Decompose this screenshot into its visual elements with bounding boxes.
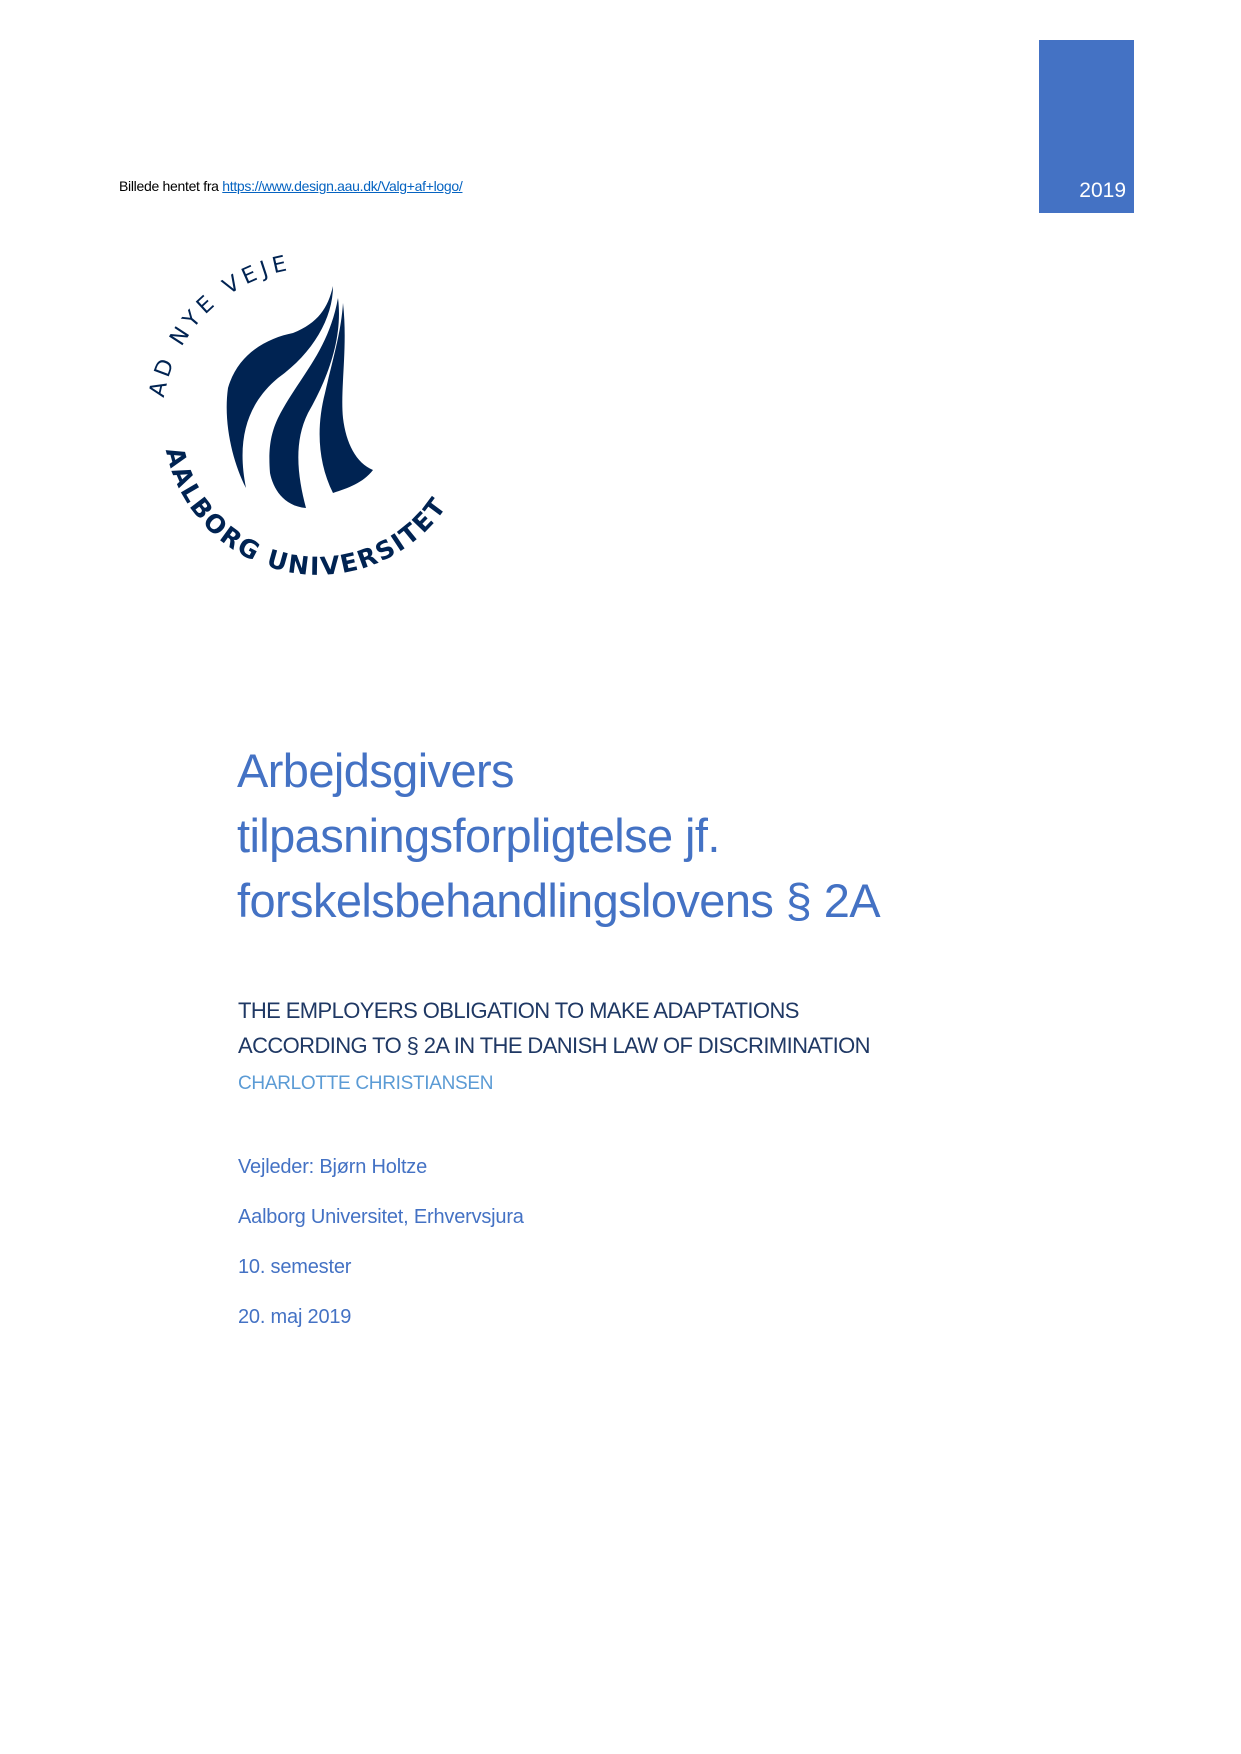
year-sidebar-box xyxy=(1039,40,1134,213)
author-name: CHARLOTTE CHRISTIANSEN xyxy=(238,1073,494,1094)
document-subtitle xyxy=(238,993,870,1063)
image-credit-prefix: Billede hentet fra xyxy=(119,178,219,194)
image-credit xyxy=(119,178,462,194)
image-credit-link[interactable]: https://www.design.aau.dk/Valg+af+logo/ xyxy=(222,178,463,194)
semester: 10. semester xyxy=(238,1256,352,1278)
supervisor: Vejleder: Bjørn Holtze xyxy=(238,1156,428,1178)
document-title xyxy=(237,738,880,933)
title-line: forskelsbehandlingslovens § 2A xyxy=(237,874,881,927)
date: 20. maj 2019 xyxy=(238,1306,352,1328)
subtitle-line: THE EMPLOYERS OBLIGATION TO MAKE ADAPTATIONS xyxy=(238,998,799,1023)
aalborg-university-logo xyxy=(128,238,498,608)
logo-name: AALBORG UNIVERSITET xyxy=(159,444,453,582)
year-label: 2019 xyxy=(1079,179,1126,202)
title-line: tilpasningsforpligtelse jf. xyxy=(237,809,720,862)
logo-flames-icon xyxy=(227,286,373,508)
institution: Aalborg Universitet, Erhvervsjura xyxy=(238,1206,524,1228)
logo-motto: AD NYE VEJE xyxy=(145,250,294,400)
title-line: Arbejdsgivers xyxy=(237,744,514,797)
subtitle-line: ACCORDING TO § 2A IN THE DANISH LAW OF DISCRIMINATION xyxy=(238,1033,870,1058)
